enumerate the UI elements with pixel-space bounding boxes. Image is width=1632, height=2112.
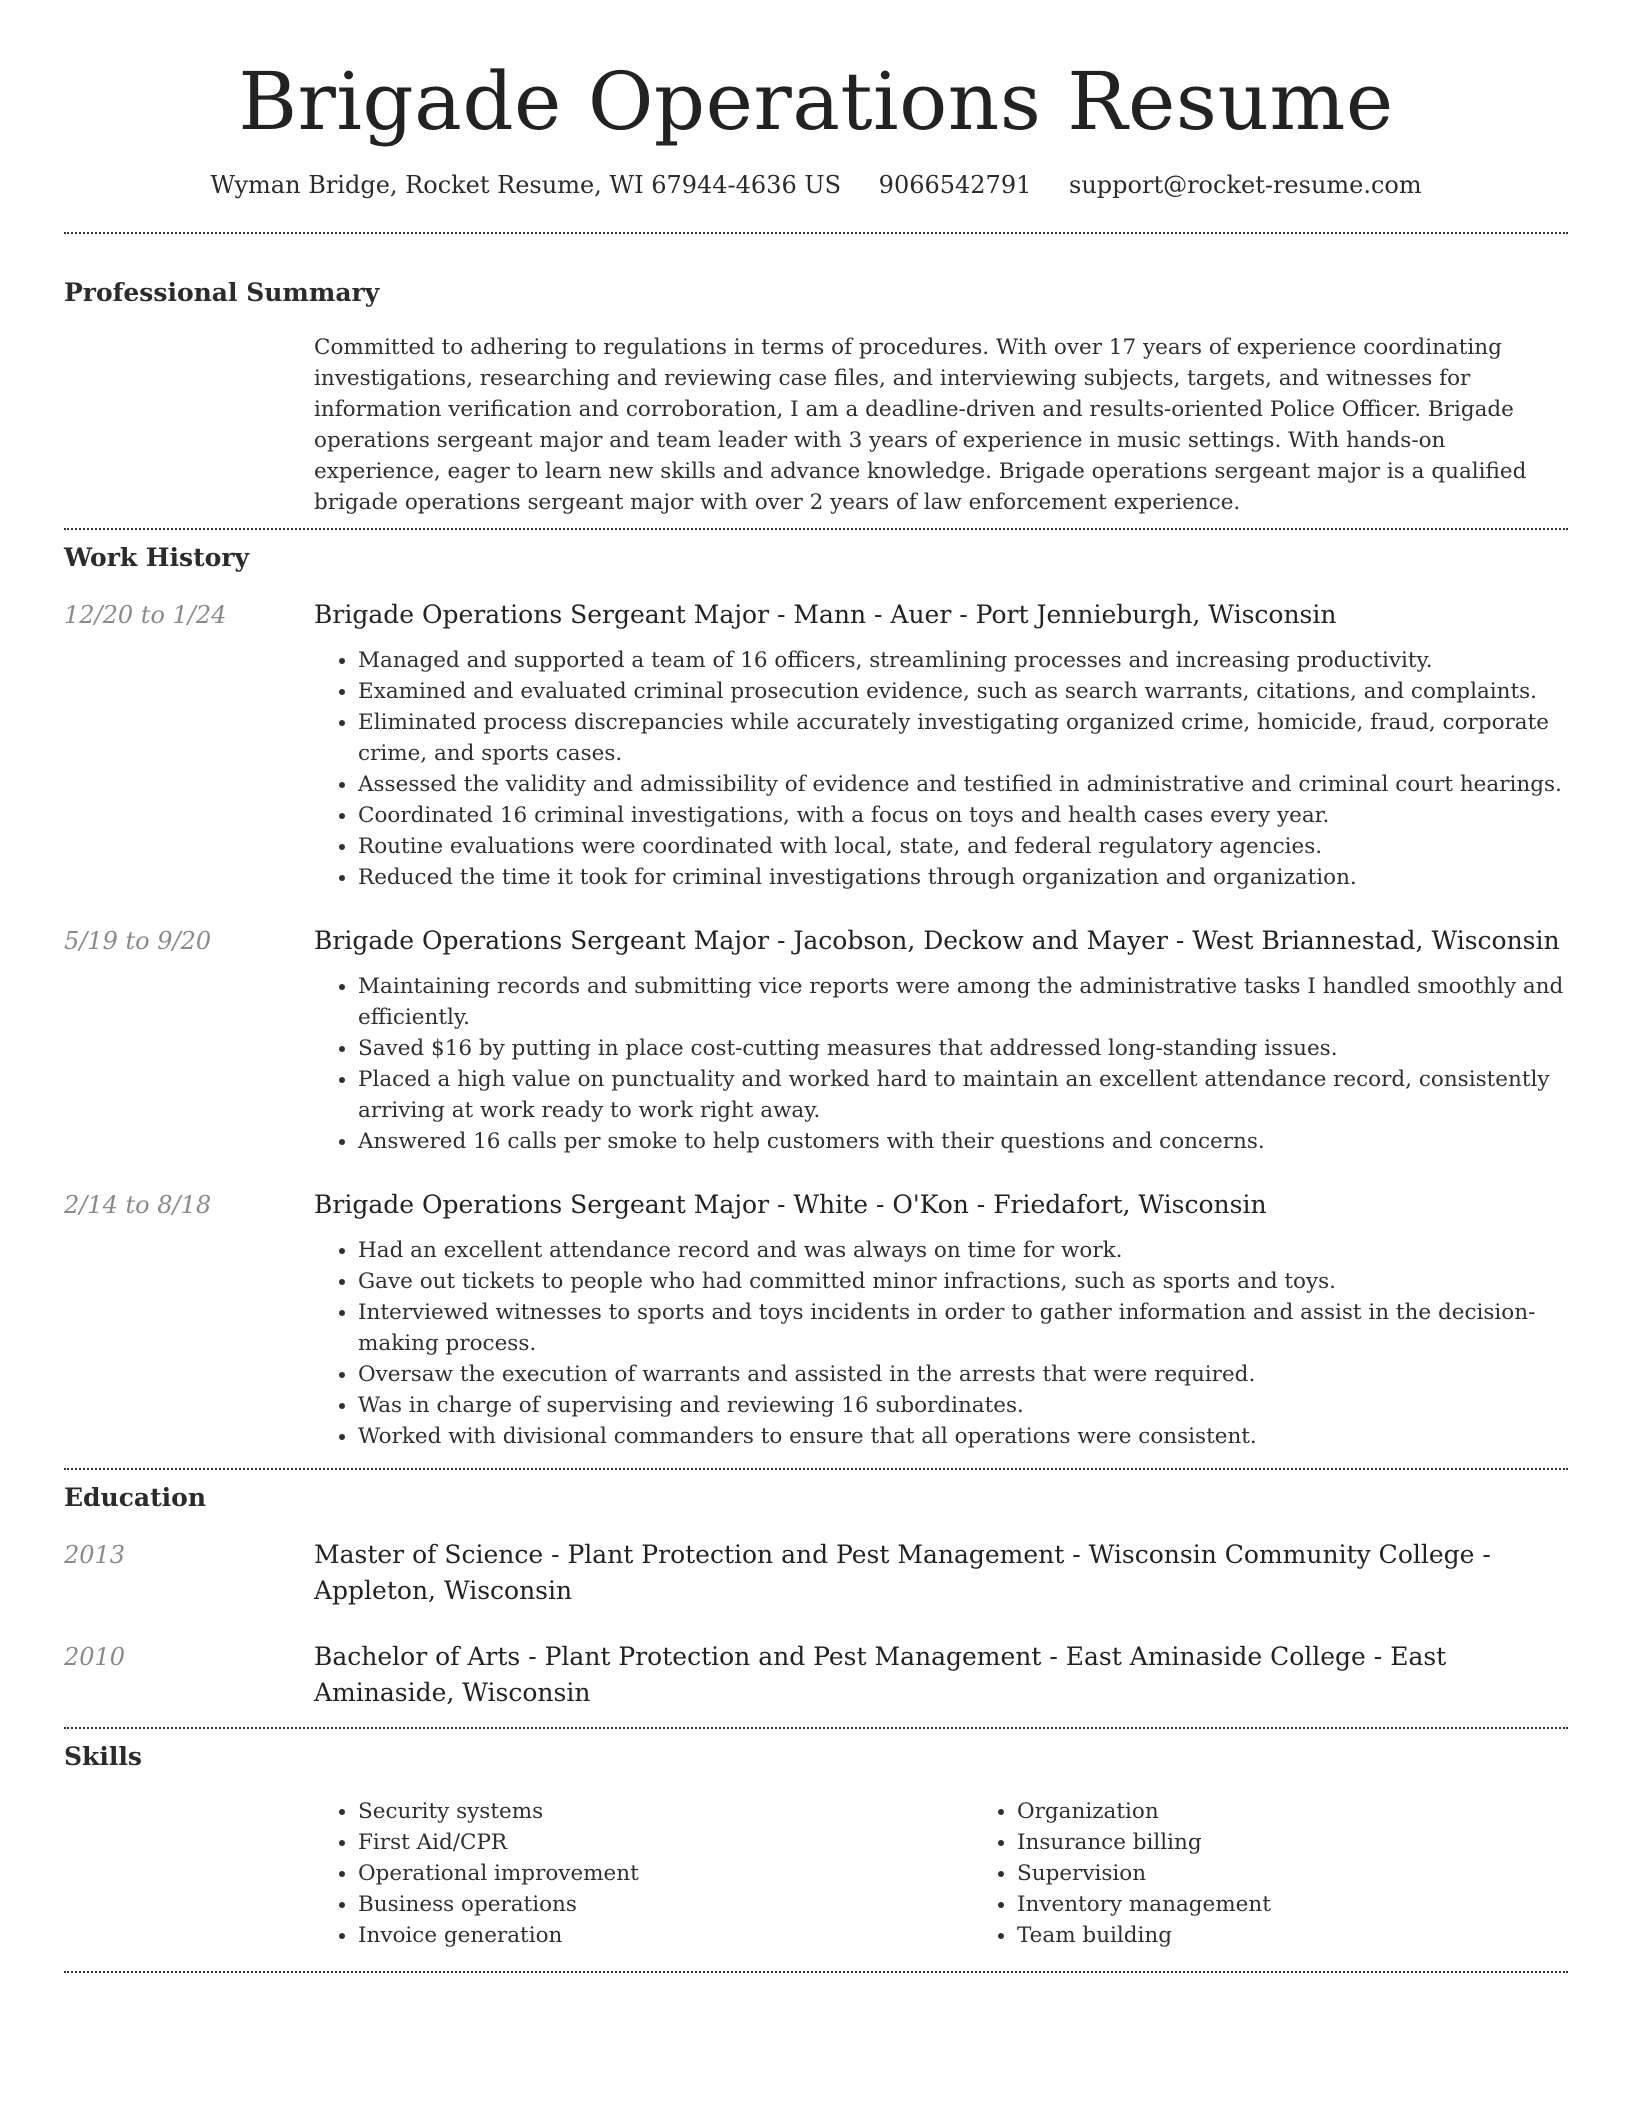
- contact-phone: 9066542791: [878, 171, 1032, 199]
- section-divider: [64, 1971, 1568, 1973]
- education-entry: [64, 1639, 1568, 1711]
- skills-heading: Skills: [64, 1742, 142, 1771]
- summary-section: [64, 276, 1568, 518]
- contact-email: support@rocket-resume.com: [1069, 171, 1422, 199]
- job-bullets: [314, 645, 1568, 893]
- skills-section: [64, 1740, 1568, 1951]
- job-bullet: • Reduced the time it took for criminal investigations through organization and organization.: [358, 862, 1568, 893]
- education-heading: Education: [64, 1483, 207, 1512]
- summary-text: Committed to adhering to regulations in terms of procedures. With over 17 years of experience coordinating investigations, researching and reviewing case files, and interviewing subjects, targets, and witnesses for information verification and corroboration, I am a deadline-driven and results-oriented Police Officer. Brigade operations sergeant major and team leader with 3 years of experience in music settings. With hands-on experience, eager to learn new skills and advance knowledge. Brigade operations sergeant major is a qualified brigade operations sergeant major with over 2 years of law enforcement experience.: [314, 335, 1527, 515]
- education-degree: Bachelor of Arts - Plant Protection and Pest Management - East Aminaside College - East Aminaside, Wisconsin: [314, 1642, 1447, 1707]
- job-bullet: • Gave out tickets to people who had committed minor infractions, such as sports and toys.: [358, 1266, 1568, 1297]
- contact-address: Wyman Bridge, Rocket Resume, WI 67944-4636 US: [210, 171, 842, 199]
- job-bullet: • Oversaw the execution of warrants and assisted in the arrests that were required.: [358, 1359, 1568, 1390]
- skill-item: • Inventory management: [1017, 1889, 1632, 1920]
- job-entry: [64, 1187, 1568, 1452]
- contact-line: [64, 168, 1568, 202]
- job-entry: [64, 597, 1568, 893]
- job-bullet: • Examined and evaluated criminal prosecution evidence, such as search warrants, citations, and complaints.: [358, 676, 1568, 707]
- job-bullet: • Worked with divisional commanders to ensure that all operations were consistent.: [358, 1421, 1568, 1452]
- skill-item: • Supervision: [1017, 1858, 1632, 1889]
- section-divider: [64, 1727, 1568, 1729]
- job-title: Brigade Operations Sergeant Major - Mann - Auer - Port Jennieburgh, Wisconsin: [314, 600, 1337, 629]
- education-year: 2013: [64, 1541, 126, 1569]
- skill-item: • Operational improvement: [358, 1858, 973, 1889]
- job-bullet: • Was in charge of supervising and reviewing 16 subordinates.: [358, 1390, 1568, 1421]
- job-bullets: [314, 971, 1568, 1157]
- skills-list-left: [314, 1796, 973, 1951]
- resume-page: [64, 0, 1568, 1973]
- job-bullet: • Routine evaluations were coordinated with local, state, and federal regulatory agencies.: [358, 831, 1568, 862]
- education-year: 2010: [64, 1643, 126, 1671]
- skill-item: • Insurance billing: [1017, 1827, 1632, 1858]
- job-dates: 5/19 to 9/20: [64, 927, 212, 955]
- job-title: Brigade Operations Sergeant Major - White - O'Kon - Friedafort, Wisconsin: [314, 1190, 1267, 1219]
- summary-heading: Professional Summary: [64, 278, 380, 307]
- section-divider: [64, 1468, 1568, 1470]
- job-bullets: [314, 1235, 1568, 1452]
- job-bullet: • Interviewed witnesses to sports and toys incidents in order to gather information and assist in the decision-making process.: [358, 1297, 1568, 1359]
- skills-list-right: [973, 1796, 1632, 1951]
- skill-item: • Organization: [1017, 1796, 1632, 1827]
- job-bullet: • Placed a high value on punctuality and worked hard to maintain an excellent attendance record, consistently arriving at work ready to work right away.: [358, 1064, 1568, 1126]
- job-bullet: • Saved $16 by putting in place cost-cutting measures that addressed long-standing issues.: [358, 1033, 1568, 1064]
- skill-item: • Invoice generation: [358, 1920, 973, 1951]
- skill-item: • Team building: [1017, 1920, 1632, 1951]
- skill-item: • Business operations: [358, 1889, 973, 1920]
- job-bullet: • Managed and supported a team of 16 officers, streamlining processes and increasing productivity.: [358, 645, 1568, 676]
- job-bullet: • Maintaining records and submitting vice reports were among the administrative tasks I handled smoothly and efficiently.: [358, 971, 1568, 1033]
- section-divider: [64, 232, 1568, 234]
- job-dates: 12/20 to 1/24: [64, 601, 227, 629]
- job-bullet: • Coordinated 16 criminal investigations, with a focus on toys and health cases every year.: [358, 800, 1568, 831]
- education-section: [64, 1481, 1568, 1711]
- work-history-section: [64, 541, 1568, 1452]
- job-bullet: • Answered 16 calls per smoke to help customers with their questions and concerns.: [358, 1126, 1568, 1157]
- resume-title: Brigade Operations Resume: [238, 55, 1394, 148]
- job-bullet: • Had an excellent attendance record and was always on time for work.: [358, 1235, 1568, 1266]
- section-divider: [64, 528, 1568, 530]
- education-degree: Master of Science - Plant Protection and Pest Management - Wisconsin Community College - Appleton, Wisconsin: [314, 1540, 1491, 1605]
- job-bullet: • Eliminated process discrepancies while accurately investigating organized crime, homicide, fraud, corporate crime, and sports cases.: [358, 707, 1568, 769]
- skill-item: • First Aid/CPR: [358, 1827, 973, 1858]
- education-entry: [64, 1537, 1568, 1609]
- job-entry: [64, 923, 1568, 1157]
- job-dates: 2/14 to 8/18: [64, 1191, 212, 1219]
- skill-item: • Security systems: [358, 1796, 973, 1827]
- job-title: Brigade Operations Sergeant Major - Jacobson, Deckow and Mayer - West Briannestad, Wisconsin: [314, 926, 1560, 955]
- job-bullet: • Assessed the validity and admissibility of evidence and testified in administrative and criminal court hearings.: [358, 769, 1568, 800]
- work-history-heading: Work History: [64, 543, 250, 572]
